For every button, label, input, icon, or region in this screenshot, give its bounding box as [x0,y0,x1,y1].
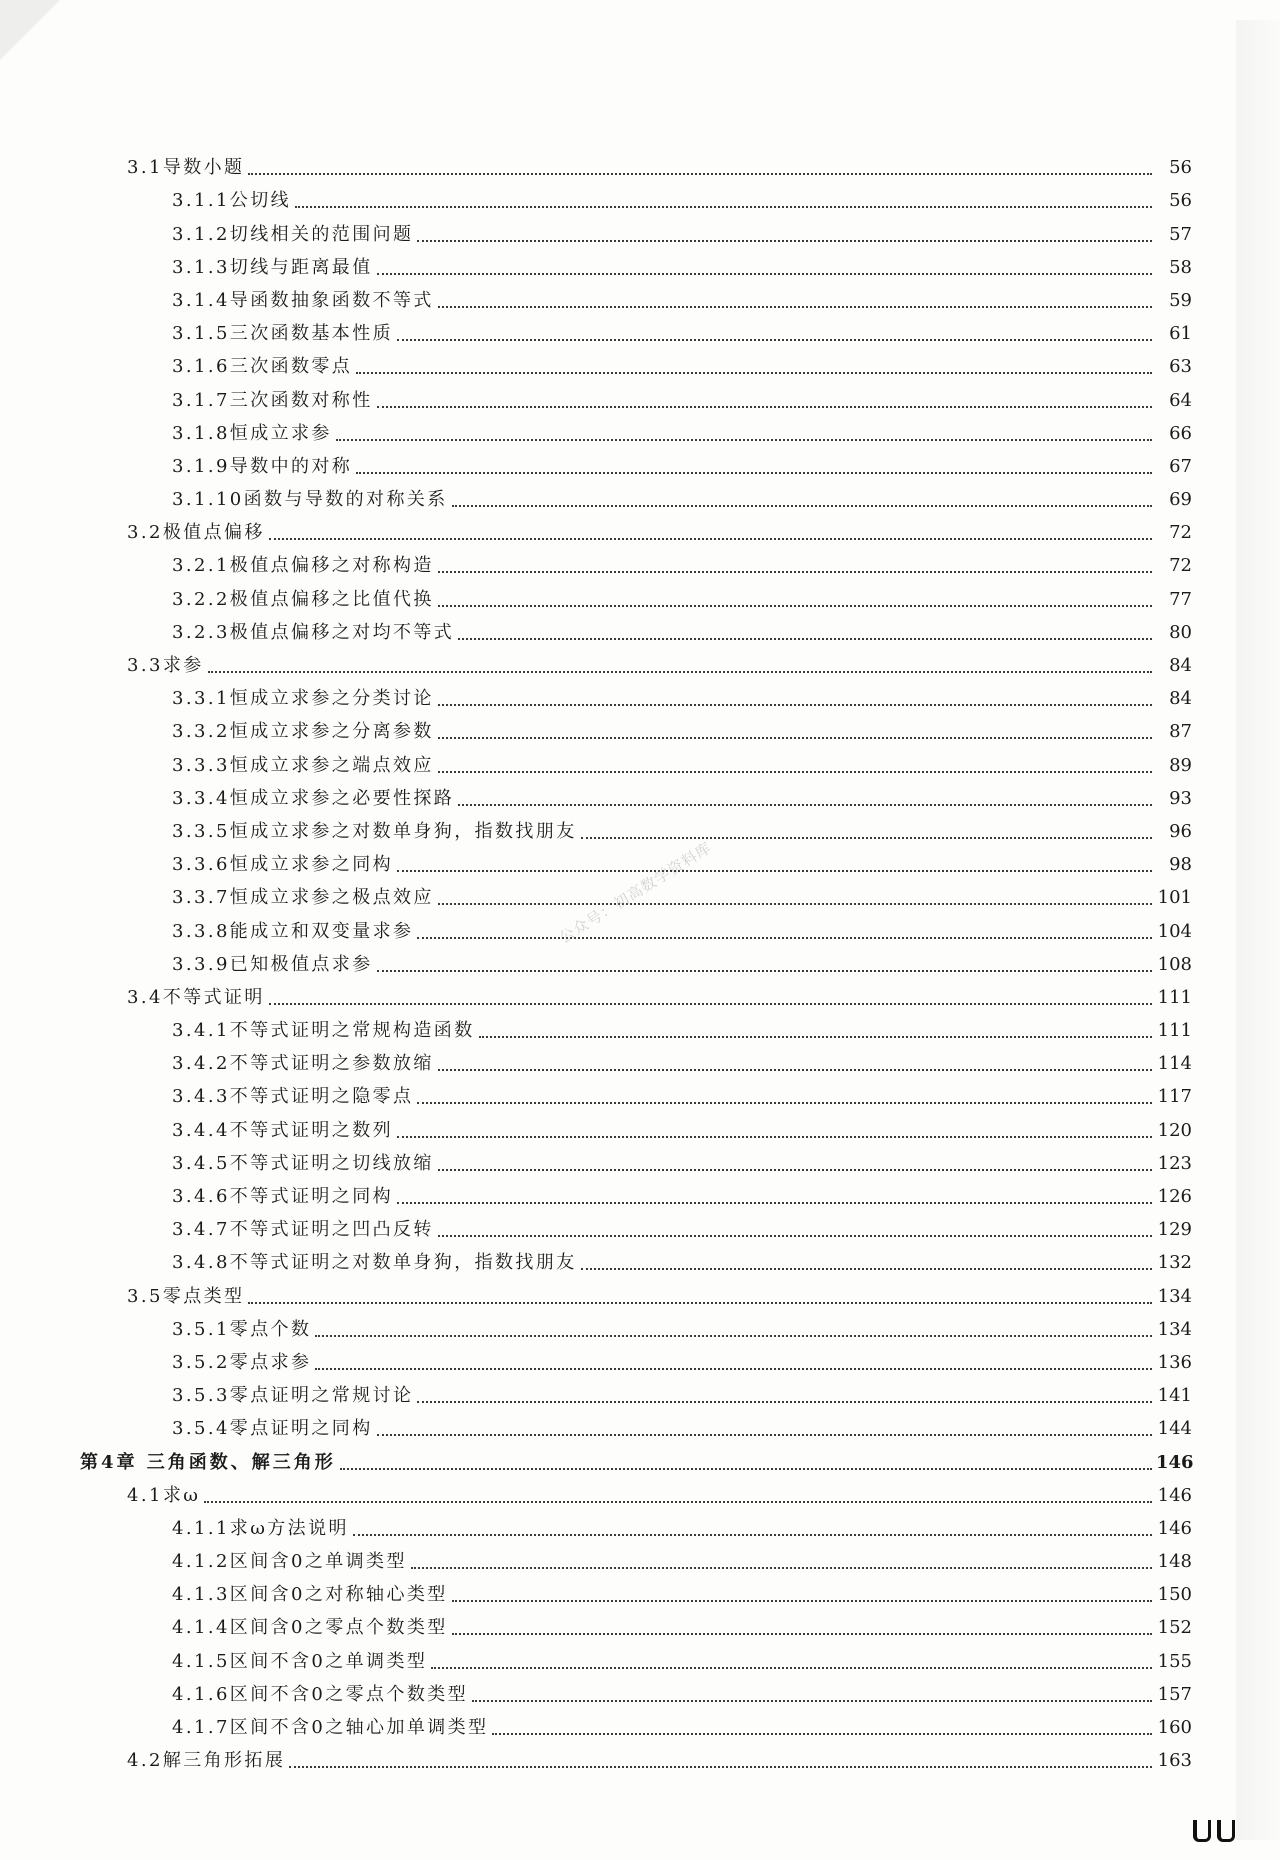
toc-entry-title: 4.1.6区间不含0之零点个数类型 [172,1683,469,1705]
dot-leader [438,288,1152,308]
toc-chapter-entry [0,1440,1280,1473]
page-corner-fold [0,0,60,60]
dot-leader [438,885,1152,905]
toc-entry-title: 3.3.4恒成立求参之必要性探路 [172,787,455,809]
toc-page-number: 64 [1169,389,1192,411]
toc-entry-title: 3.4.1不等式证明之常规构造函数 [172,1020,475,1042]
toc-entry-title: 3.4.2不等式证明之参数放缩 [172,1053,434,1075]
dot-leader [438,553,1152,573]
toc-page-number: 104 [1157,920,1192,942]
toc-entry-title: 4.2解三角形拓展 [127,1750,286,1772]
toc-section-entry [0,1274,1280,1307]
toc-entry-title: 3.1.8恒成立求参 [172,422,332,444]
toc-subsection-entry [0,1606,1280,1639]
toc-subsection-entry [0,312,1280,345]
dot-leader [431,1649,1152,1669]
toc-page-number: 87 [1169,721,1192,743]
toc-entry-title: 3.2.3极值点偏移之对均不等式 [172,621,455,643]
toc-page-number: 157 [1157,1683,1192,1705]
dot-leader [397,321,1152,341]
toc-subsection-entry [0,445,1280,478]
toc-entry-title: 4.1求ω [127,1484,201,1506]
toc-subsection-entry [0,1075,1280,1108]
toc-entry-title: 3.1.1公切线 [172,190,291,212]
dot-leader [315,1317,1152,1337]
dot-leader [438,587,1152,607]
dot-leader [417,1084,1152,1104]
toc-page-number: 146 [1157,1484,1192,1506]
dot-leader [356,454,1152,474]
toc-page-number: 120 [1157,1119,1192,1141]
toc-subsection-entry [0,412,1280,445]
toc-page-number: 163 [1157,1750,1192,1772]
dot-leader [397,1184,1152,1204]
toc-subsection-entry [0,777,1280,810]
toc-subsection-entry [0,710,1280,743]
toc-subsection-entry [0,577,1280,610]
toc-entry-title: 3.3.3恒成立求参之端点效应 [172,754,434,776]
toc-entry-title: 3.3.8能成立和双变量求参 [172,920,414,942]
toc-subsection-entry [0,1573,1280,1606]
toc-entry-title: 3.3求参 [127,655,204,676]
toc-subsection-entry [0,1175,1280,1208]
toc-page-number: 61 [1169,323,1192,345]
dot-leader [479,1018,1152,1038]
toc-page-number: 136 [1157,1351,1192,1373]
dot-leader [452,1582,1152,1602]
toc-page-number: 58 [1169,256,1192,278]
toc-entry-title: 3.5.2零点求参 [172,1351,312,1373]
dot-leader [438,719,1152,739]
dot-leader [208,653,1152,673]
toc-entry-title: 4.1.4区间含0之零点个数类型 [172,1617,448,1639]
toc-entry-title: 3.2.1极值点偏移之对称构造 [172,555,434,577]
toc-page-number: 132 [1157,1252,1192,1274]
toc-entry-title: 3.4.3不等式证明之隐零点 [172,1086,414,1108]
toc-entry-title: 3.2.2极值点偏移之比值代换 [172,588,434,610]
toc-section-entry [0,1474,1280,1507]
toc-page-number: 66 [1169,422,1192,444]
toc-entry-title: 3.4不等式证明 [127,986,265,1008]
toc-subsection-entry [0,1208,1280,1241]
toc-page-number: 56 [1169,157,1192,179]
toc-entry-title: 3.3.1恒成立求参之分类讨论 [172,688,434,710]
dot-leader [417,222,1152,242]
dot-leader [397,1118,1152,1138]
dot-leader [353,1516,1152,1536]
dot-leader [336,421,1152,441]
dot-leader [397,852,1152,872]
toc-page-number: 146 [1156,1451,1194,1473]
toc-entry-title: 3.5.3零点证明之常规讨论 [172,1385,414,1407]
toc-subsection-entry [0,943,1280,976]
dot-leader [377,952,1152,972]
toc-subsection-entry [0,1507,1280,1540]
toc-page-number: 155 [1157,1650,1192,1672]
toc-entry-title: 3.5.4零点证明之同构 [172,1418,373,1440]
toc-subsection-entry [0,909,1280,942]
dot-leader [438,686,1152,706]
toc-page-number: 72 [1169,555,1192,577]
dot-leader [289,1748,1152,1768]
dot-leader [492,1715,1152,1735]
toc-entry-title: 3.1.6三次函数零点 [172,356,353,378]
toc-subsection-entry [0,1673,1280,1706]
toc-page-number: 98 [1169,854,1192,876]
toc-page-number: 148 [1157,1551,1192,1573]
dot-leader [581,1250,1152,1270]
dot-leader [438,1051,1152,1071]
toc-entry-title: 3.3.9已知极值点求参 [172,953,373,975]
toc-subsection-entry [0,677,1280,710]
toc-entry-title: 4.1.1求ω方法说明 [172,1517,349,1539]
dot-leader [295,188,1152,208]
toc-page-number: 146 [1157,1517,1192,1539]
dot-leader [581,819,1152,839]
dot-leader [438,1217,1152,1237]
toc-page-number: 63 [1169,356,1192,378]
toc-section-entry [0,976,1280,1009]
toc-subsection-entry [0,378,1280,411]
toc-page-number: 72 [1169,522,1192,544]
toc-entry-title: 3.3.5恒成立求参之对数单身狗，指数找朋友 [172,820,577,842]
toc-page-number: 108 [1157,953,1192,975]
toc-subsection-entry [0,246,1280,279]
toc-subsection-entry [0,1042,1280,1075]
toc-page-number: 134 [1157,1285,1192,1307]
dot-leader [377,255,1152,275]
toc-entry-title: 第4章 三角函数、解三角形 [80,1451,336,1473]
toc-subsection-entry [0,345,1280,378]
dot-leader [269,985,1152,1005]
toc-subsection-entry [0,478,1280,511]
toc-entry-title: 3.3.6恒成立求参之同构 [172,854,393,876]
toc-subsection-entry [0,1407,1280,1440]
toc-entry-title: 3.4.8不等式证明之对数单身狗，指数找朋友 [172,1252,577,1274]
toc-subsection-entry [0,1374,1280,1407]
toc-entry-title: 4.1.2区间含0之单调类型 [172,1551,407,1573]
toc-page-number: 101 [1157,887,1192,909]
toc-entry-title: 3.5.1零点个数 [172,1318,312,1340]
toc-page-number: 141 [1157,1385,1192,1407]
toc-entry-title: 3.1.5三次函数基本性质 [172,323,393,345]
toc-page-number: 111 [1157,1020,1192,1042]
toc-section-entry [0,644,1280,677]
toc-subsection-entry [0,1706,1280,1739]
toc-page-number: 129 [1157,1219,1192,1241]
toc-page-number: 59 [1169,289,1192,311]
toc-entry-title: 3.1.4导函数抽象函数不等式 [172,289,434,311]
dot-leader [248,155,1152,175]
dot-leader [315,1350,1152,1370]
toc-subsection-entry [0,1142,1280,1175]
toc-page-number: 114 [1157,1053,1192,1075]
toc-page-number: 67 [1169,455,1192,477]
toc-entry-title: 3.3.2恒成立求参之分离参数 [172,721,434,743]
toc-entry-title: 3.1.2切线相关的范围问题 [172,223,414,245]
toc-page-number: 93 [1169,787,1192,809]
watermark: 公众号：初高数学资料库 [556,838,715,947]
toc-subsection-entry [0,1540,1280,1573]
toc-entry-title: 3.1.10函数与导数的对称关系 [172,489,448,511]
toc-page-number: 89 [1169,754,1192,776]
toc-subsection-entry [0,1341,1280,1374]
toc-page-number: 144 [1157,1418,1192,1440]
toc-page-number: 57 [1169,223,1192,245]
toc-entry-title: 3.4.7不等式证明之凹凸反转 [172,1219,434,1241]
dot-leader [340,1450,1152,1470]
toc-entry-title: 3.1.9导数中的对称 [172,455,353,477]
dot-leader [204,1483,1152,1503]
dot-leader [452,1615,1152,1635]
table-of-contents [0,146,1280,1772]
toc-page-number: 56 [1169,190,1192,212]
toc-section-entry [0,511,1280,544]
toc-page-number: 150 [1157,1584,1192,1606]
toc-entry-title: 3.1.7三次函数对称性 [172,389,373,411]
toc-page-number: 134 [1157,1318,1192,1340]
toc-entry-title: 3.4.6不等式证明之同构 [172,1186,393,1207]
toc-subsection-entry [0,212,1280,245]
toc-subsection-entry [0,843,1280,876]
toc-subsection-entry [0,743,1280,776]
dot-leader [438,753,1152,773]
toc-page-number: 160 [1157,1717,1192,1738]
toc-page-number: 126 [1157,1186,1192,1207]
dot-leader [458,620,1152,640]
toc-entry-title: 3.4.5不等式证明之切线放缩 [172,1152,434,1174]
toc-entry-title: 3.1.3切线与距离最值 [172,256,373,278]
toc-subsection-entry [0,810,1280,843]
toc-page-number: 77 [1169,588,1192,610]
toc-subsection-entry [0,1241,1280,1274]
toc-subsection-entry [0,544,1280,577]
dot-leader [458,786,1152,806]
toc-section-entry [0,1739,1280,1772]
toc-entry-title: 3.4.4不等式证明之数列 [172,1119,393,1141]
dot-leader [269,520,1152,540]
toc-page-number: 111 [1157,986,1192,1008]
toc-subsection-entry [0,611,1280,644]
dot-leader [411,1549,1152,1569]
dot-leader [417,1383,1152,1403]
toc-page-number: 96 [1169,820,1192,842]
toc-page-number: 123 [1157,1152,1192,1174]
toc-subsection-entry [0,1639,1280,1672]
toc-page-number: 152 [1157,1617,1192,1639]
dot-leader [248,1284,1152,1304]
toc-page-number: 84 [1169,688,1192,710]
toc-entry-title: 4.1.7区间不含0之轴心加单调类型 [172,1717,489,1738]
toc-subsection-entry [0,279,1280,312]
toc-subsection-entry [0,1108,1280,1141]
dot-leader [377,1416,1152,1436]
toc-entry-title: 3.3.7恒成立求参之极点效应 [172,887,434,909]
dot-leader [452,487,1152,507]
toc-page-number: 117 [1157,1086,1192,1108]
toc-entry-title: 3.2极值点偏移 [127,522,265,544]
corner-mark-icon [1193,1820,1239,1846]
dot-leader [438,1151,1152,1171]
dot-leader [417,919,1152,939]
toc-subsection-entry [0,1308,1280,1341]
toc-entry-title: 3.5零点类型 [127,1285,245,1307]
toc-page-number: 80 [1169,621,1192,643]
toc-entry-title: 4.1.3区间含0之对称轴心类型 [172,1584,448,1606]
dot-leader [377,388,1152,408]
dot-leader [472,1682,1152,1702]
toc-page-number: 84 [1169,655,1192,676]
dot-leader [356,354,1152,374]
toc-page-number: 69 [1169,489,1192,511]
toc-entry-title: 4.1.5区间不含0之单调类型 [172,1650,428,1672]
toc-subsection-entry [0,1009,1280,1042]
toc-subsection-entry [0,179,1280,212]
toc-entry-title: 3.1导数小题 [127,157,245,179]
toc-section-entry [0,146,1280,179]
